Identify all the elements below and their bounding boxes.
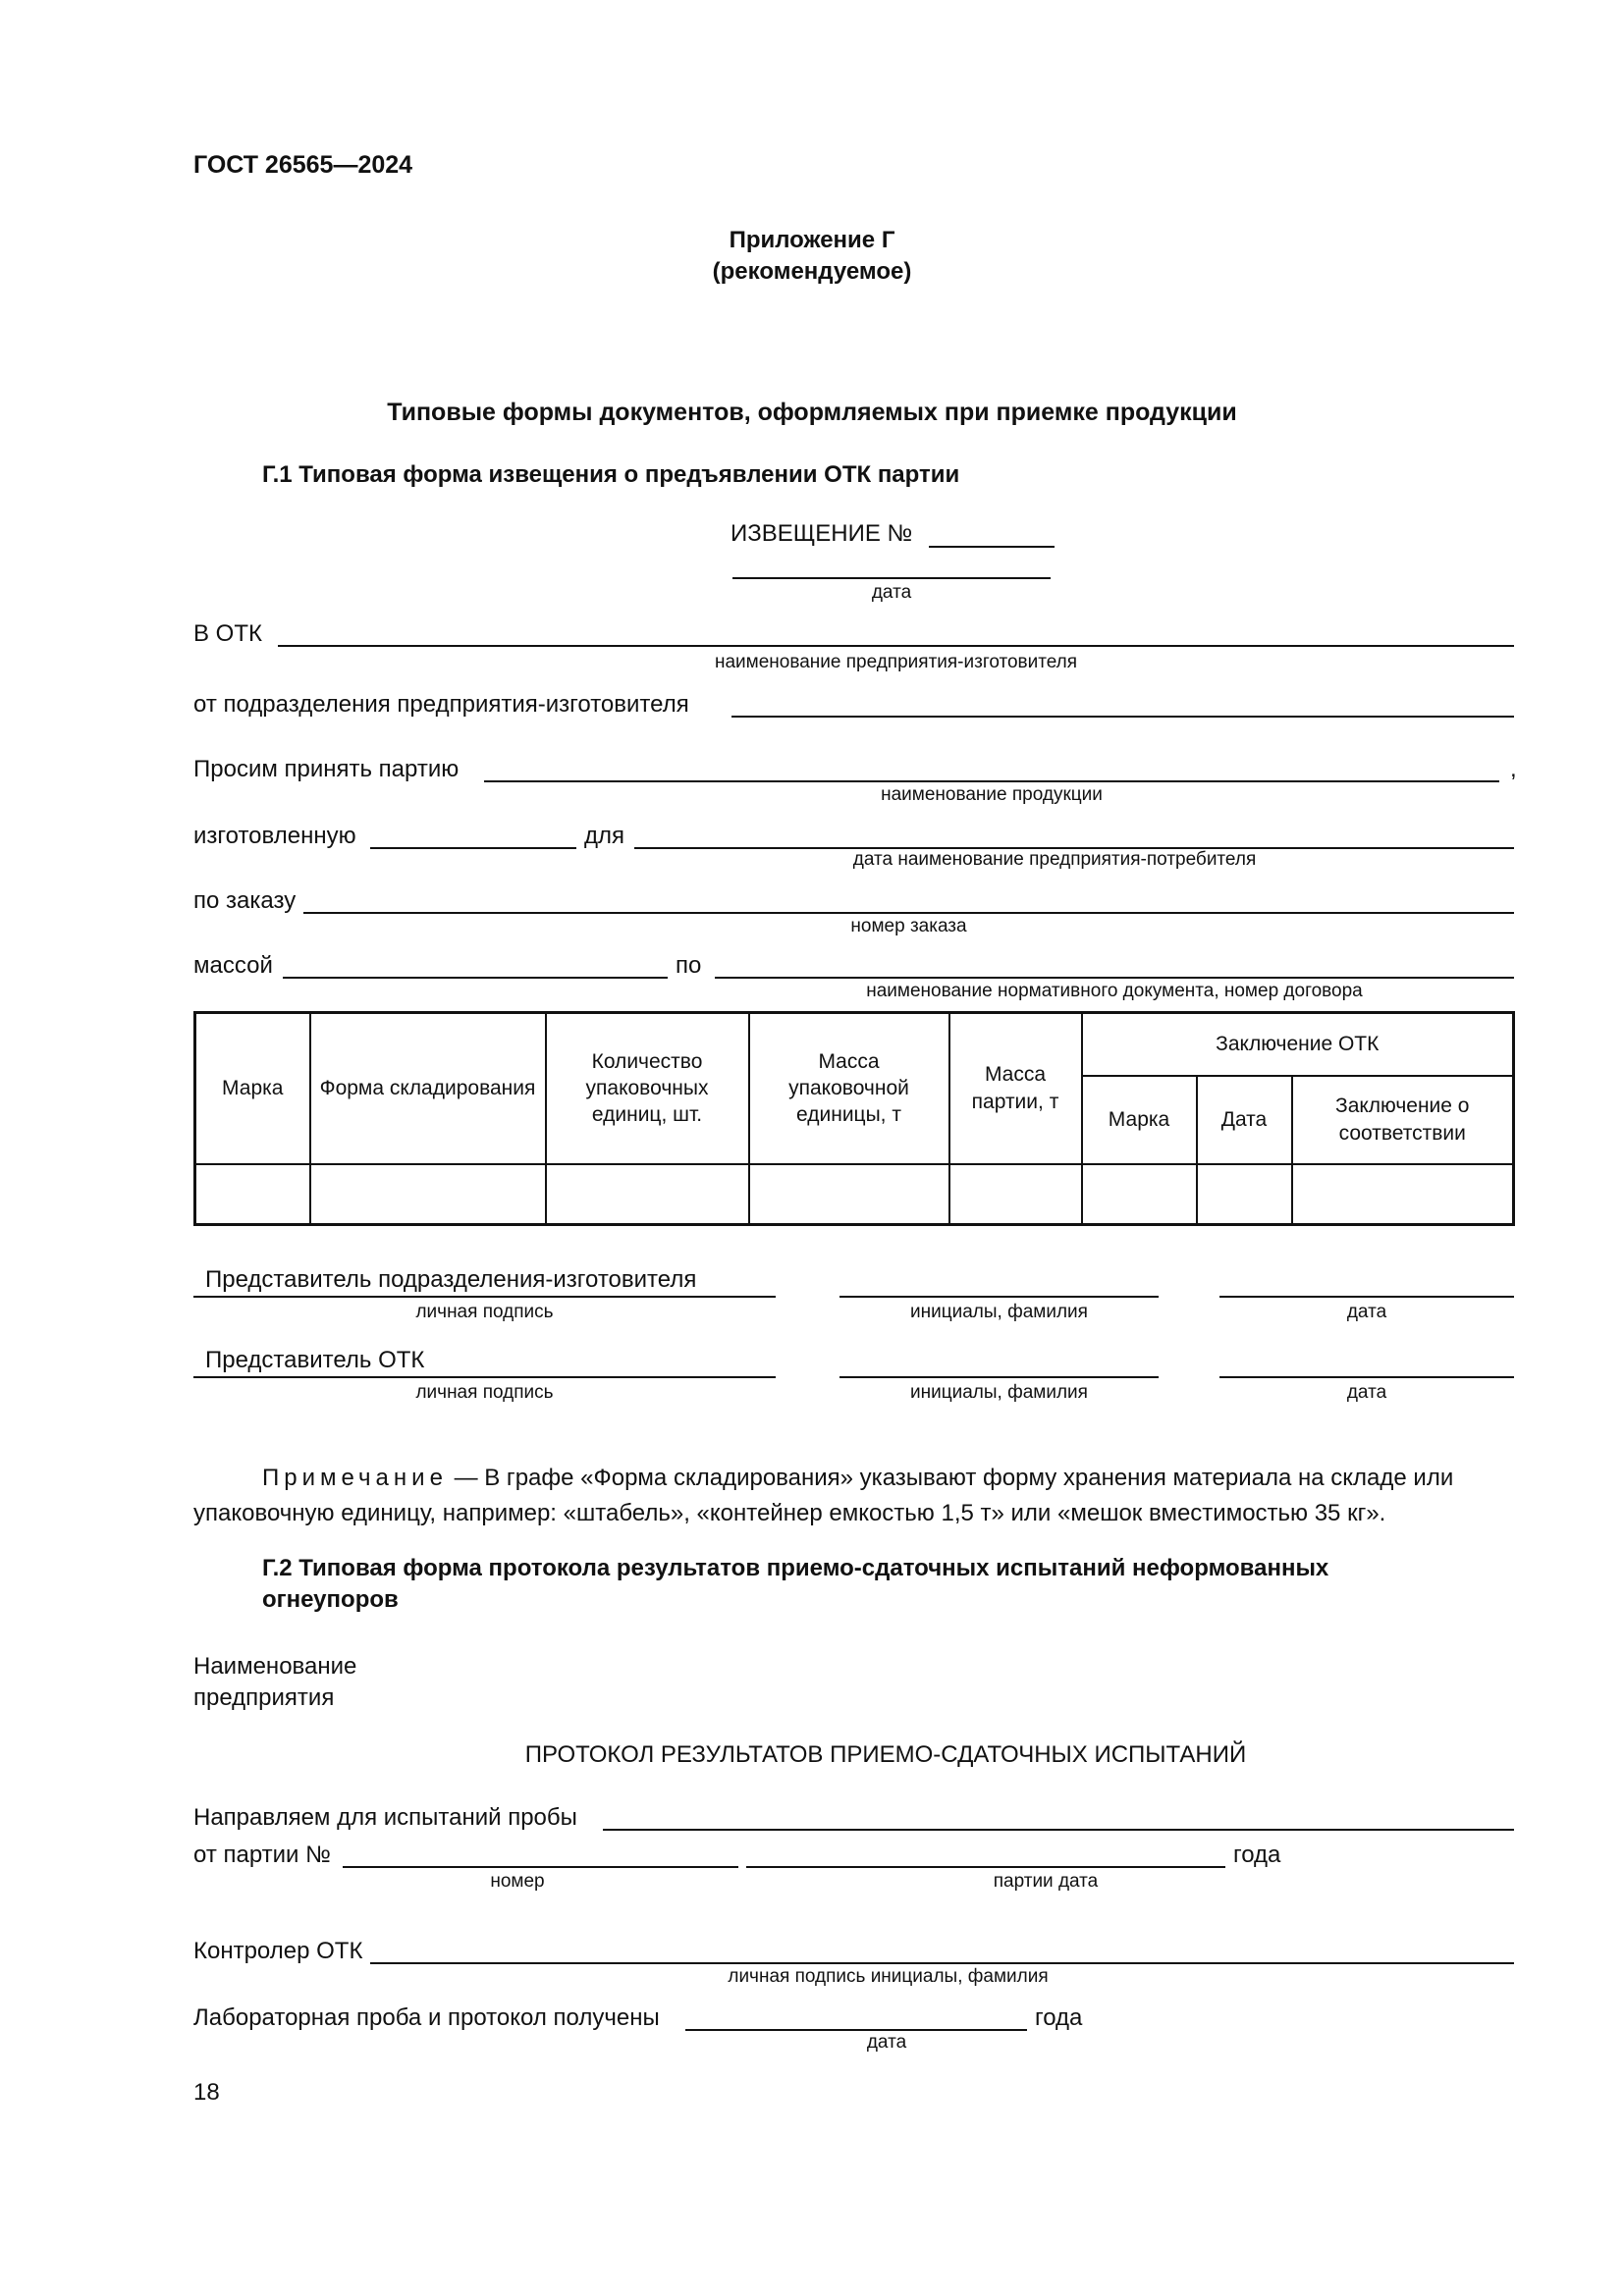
- col-header-lot-mass: Масса партии, т: [949, 1013, 1082, 1164]
- from-division-label: от подразделения предприятия-изготовителя: [193, 691, 689, 718]
- date-caption: дата: [871, 582, 912, 603]
- initials-caption: инициалы, фамилия: [910, 1382, 1088, 1403]
- g2-heading-line2: огнеупоров: [262, 1586, 399, 1613]
- order-field[interactable]: [303, 912, 1514, 914]
- rep-otk-signature-field[interactable]: [193, 1376, 776, 1378]
- section-title: Типовые формы документов, оформляемых при приемке продукции: [387, 399, 1237, 426]
- col-header-mark: Марка: [195, 1013, 310, 1164]
- notice-date-field[interactable]: [732, 577, 1051, 579]
- protocol-title: ПРОТОКОЛ РЕЗУЛЬТАТОВ ПРИЕМО-СДАТОЧНЫХ ИСПЫТАНИЙ: [524, 1741, 1247, 1768]
- note-label: Примечание: [262, 1465, 448, 1491]
- col-header-unit-count: Количество упаковочных единиц, шт.: [546, 1013, 749, 1164]
- rep-division-date-field[interactable]: [1219, 1296, 1514, 1298]
- subheader-date: Дата: [1197, 1076, 1292, 1164]
- division-field[interactable]: [731, 716, 1514, 718]
- normdoc-caption: наименование нормативного документа, номер договора: [866, 981, 1363, 1001]
- normdoc-field[interactable]: [715, 977, 1514, 979]
- table-cell[interactable]: [195, 1164, 310, 1225]
- number-caption: номер: [490, 1871, 545, 1892]
- table-row: [195, 1164, 1514, 1225]
- by-label: по: [676, 952, 702, 979]
- lab-received-label: Лабораторная проба и протокол получены: [193, 2004, 660, 2031]
- signature-caption: личная подпись: [415, 1382, 554, 1403]
- mass-label: массой: [193, 952, 273, 979]
- date-caption: дата: [1346, 1382, 1387, 1403]
- mass-field[interactable]: [283, 977, 668, 979]
- table-cell[interactable]: [1197, 1164, 1292, 1225]
- table-cell[interactable]: [749, 1164, 949, 1225]
- product-caption: наименование продукции: [881, 784, 1103, 805]
- note-text-line2: упаковочную единицу, например: «штабель», «контейнер емкостью 1,5 т» или «мешок вместимостью 35 кг».: [193, 1500, 1386, 1526]
- order-caption: номер заказа: [850, 916, 967, 936]
- enterprise-name-line2: предприятия: [193, 1684, 335, 1711]
- document-code: ГОСТ 26565—2024: [193, 151, 413, 179]
- col-header-unit-mass: Масса упаковочной единицы, т: [749, 1013, 949, 1164]
- initials-caption: инициалы, фамилия: [910, 1302, 1088, 1322]
- received-date-field[interactable]: [685, 2029, 1027, 2031]
- samples-field[interactable]: [603, 1829, 1514, 1831]
- table-cell[interactable]: [1292, 1164, 1514, 1225]
- manufacture-date-field[interactable]: [370, 847, 576, 849]
- rep-division-initials-field[interactable]: [839, 1296, 1159, 1298]
- signature-caption: личная подпись: [415, 1302, 554, 1322]
- lot-date-caption: партии дата: [993, 1871, 1099, 1892]
- g2-heading-line1: Г.2 Типовая форма протокола результатов приемо-сдаточных испытаний неформованных: [262, 1555, 1329, 1581]
- rep-division-label: Представитель подразделения-изготовителя: [205, 1266, 697, 1293]
- enterprise-field[interactable]: [278, 645, 1514, 647]
- order-label: по заказу: [193, 887, 297, 914]
- table-cell[interactable]: [1082, 1164, 1197, 1225]
- date-caption: дата: [1346, 1302, 1387, 1322]
- appendix-title: Приложение Г: [729, 227, 895, 253]
- rep-otk-initials-field[interactable]: [839, 1376, 1159, 1378]
- send-samples-label: Направляем для испытаний пробы: [193, 1804, 577, 1831]
- lot-number-field[interactable]: [343, 1866, 738, 1868]
- rep-otk-date-field[interactable]: [1219, 1376, 1514, 1378]
- note-paragraph: [193, 1461, 1519, 1531]
- sig-initials-caption: личная подпись инициалы, фамилия: [728, 1966, 1049, 1987]
- controller-label: Контролер ОТК: [193, 1938, 363, 1964]
- subheader-mark: Марка: [1082, 1076, 1197, 1164]
- appendix-status: (рекомендуемое): [712, 258, 912, 285]
- table-cell[interactable]: [310, 1164, 546, 1225]
- controller-field[interactable]: [370, 1962, 1514, 1964]
- year-label: года: [1035, 2004, 1083, 2031]
- date-consumer-caption: дата наименование предприятия-потребителя: [852, 849, 1257, 870]
- table-cell[interactable]: [546, 1164, 749, 1225]
- product-field[interactable]: [484, 780, 1499, 782]
- g1-heading: Г.1 Типовая форма извещения о предъявлении ОТК партии: [262, 461, 960, 488]
- col-header-storage-form: Форма складирования: [310, 1013, 546, 1164]
- accept-lot-label: Просим принять партию: [193, 756, 460, 782]
- rep-otk-label: Представитель ОТК: [205, 1347, 425, 1373]
- acceptance-table: [193, 1011, 1515, 1226]
- comma: ,: [1510, 756, 1517, 782]
- enterprise-name-line1: Наименование: [193, 1653, 357, 1680]
- note-text-line1: — В графе «Форма складирования» указывают форму хранения материала на складе или: [447, 1465, 1454, 1491]
- manufactured-label: изготовленную: [193, 823, 356, 849]
- notice-number-field[interactable]: [929, 546, 1055, 548]
- table-cell[interactable]: [949, 1164, 1082, 1225]
- col-header-otk-conclusion: Заключение ОТК: [1082, 1013, 1514, 1076]
- page-number: 18: [193, 2079, 220, 2106]
- rep-division-signature-field[interactable]: [193, 1296, 776, 1298]
- notice-label: ИЗВЕЩЕНИЕ №: [731, 520, 913, 547]
- subheader-conformity: Заключение о соответствии: [1292, 1076, 1514, 1164]
- date-caption: дата: [866, 2032, 907, 2053]
- lot-number-label: от партии №: [193, 1842, 331, 1868]
- enterprise-caption: наименование предприятия-изготовителя: [714, 652, 1078, 672]
- lot-date-field[interactable]: [746, 1866, 1225, 1868]
- year-label: года: [1233, 1842, 1281, 1868]
- to-otk-label: В ОТК: [193, 620, 262, 647]
- for-label: для: [584, 823, 625, 849]
